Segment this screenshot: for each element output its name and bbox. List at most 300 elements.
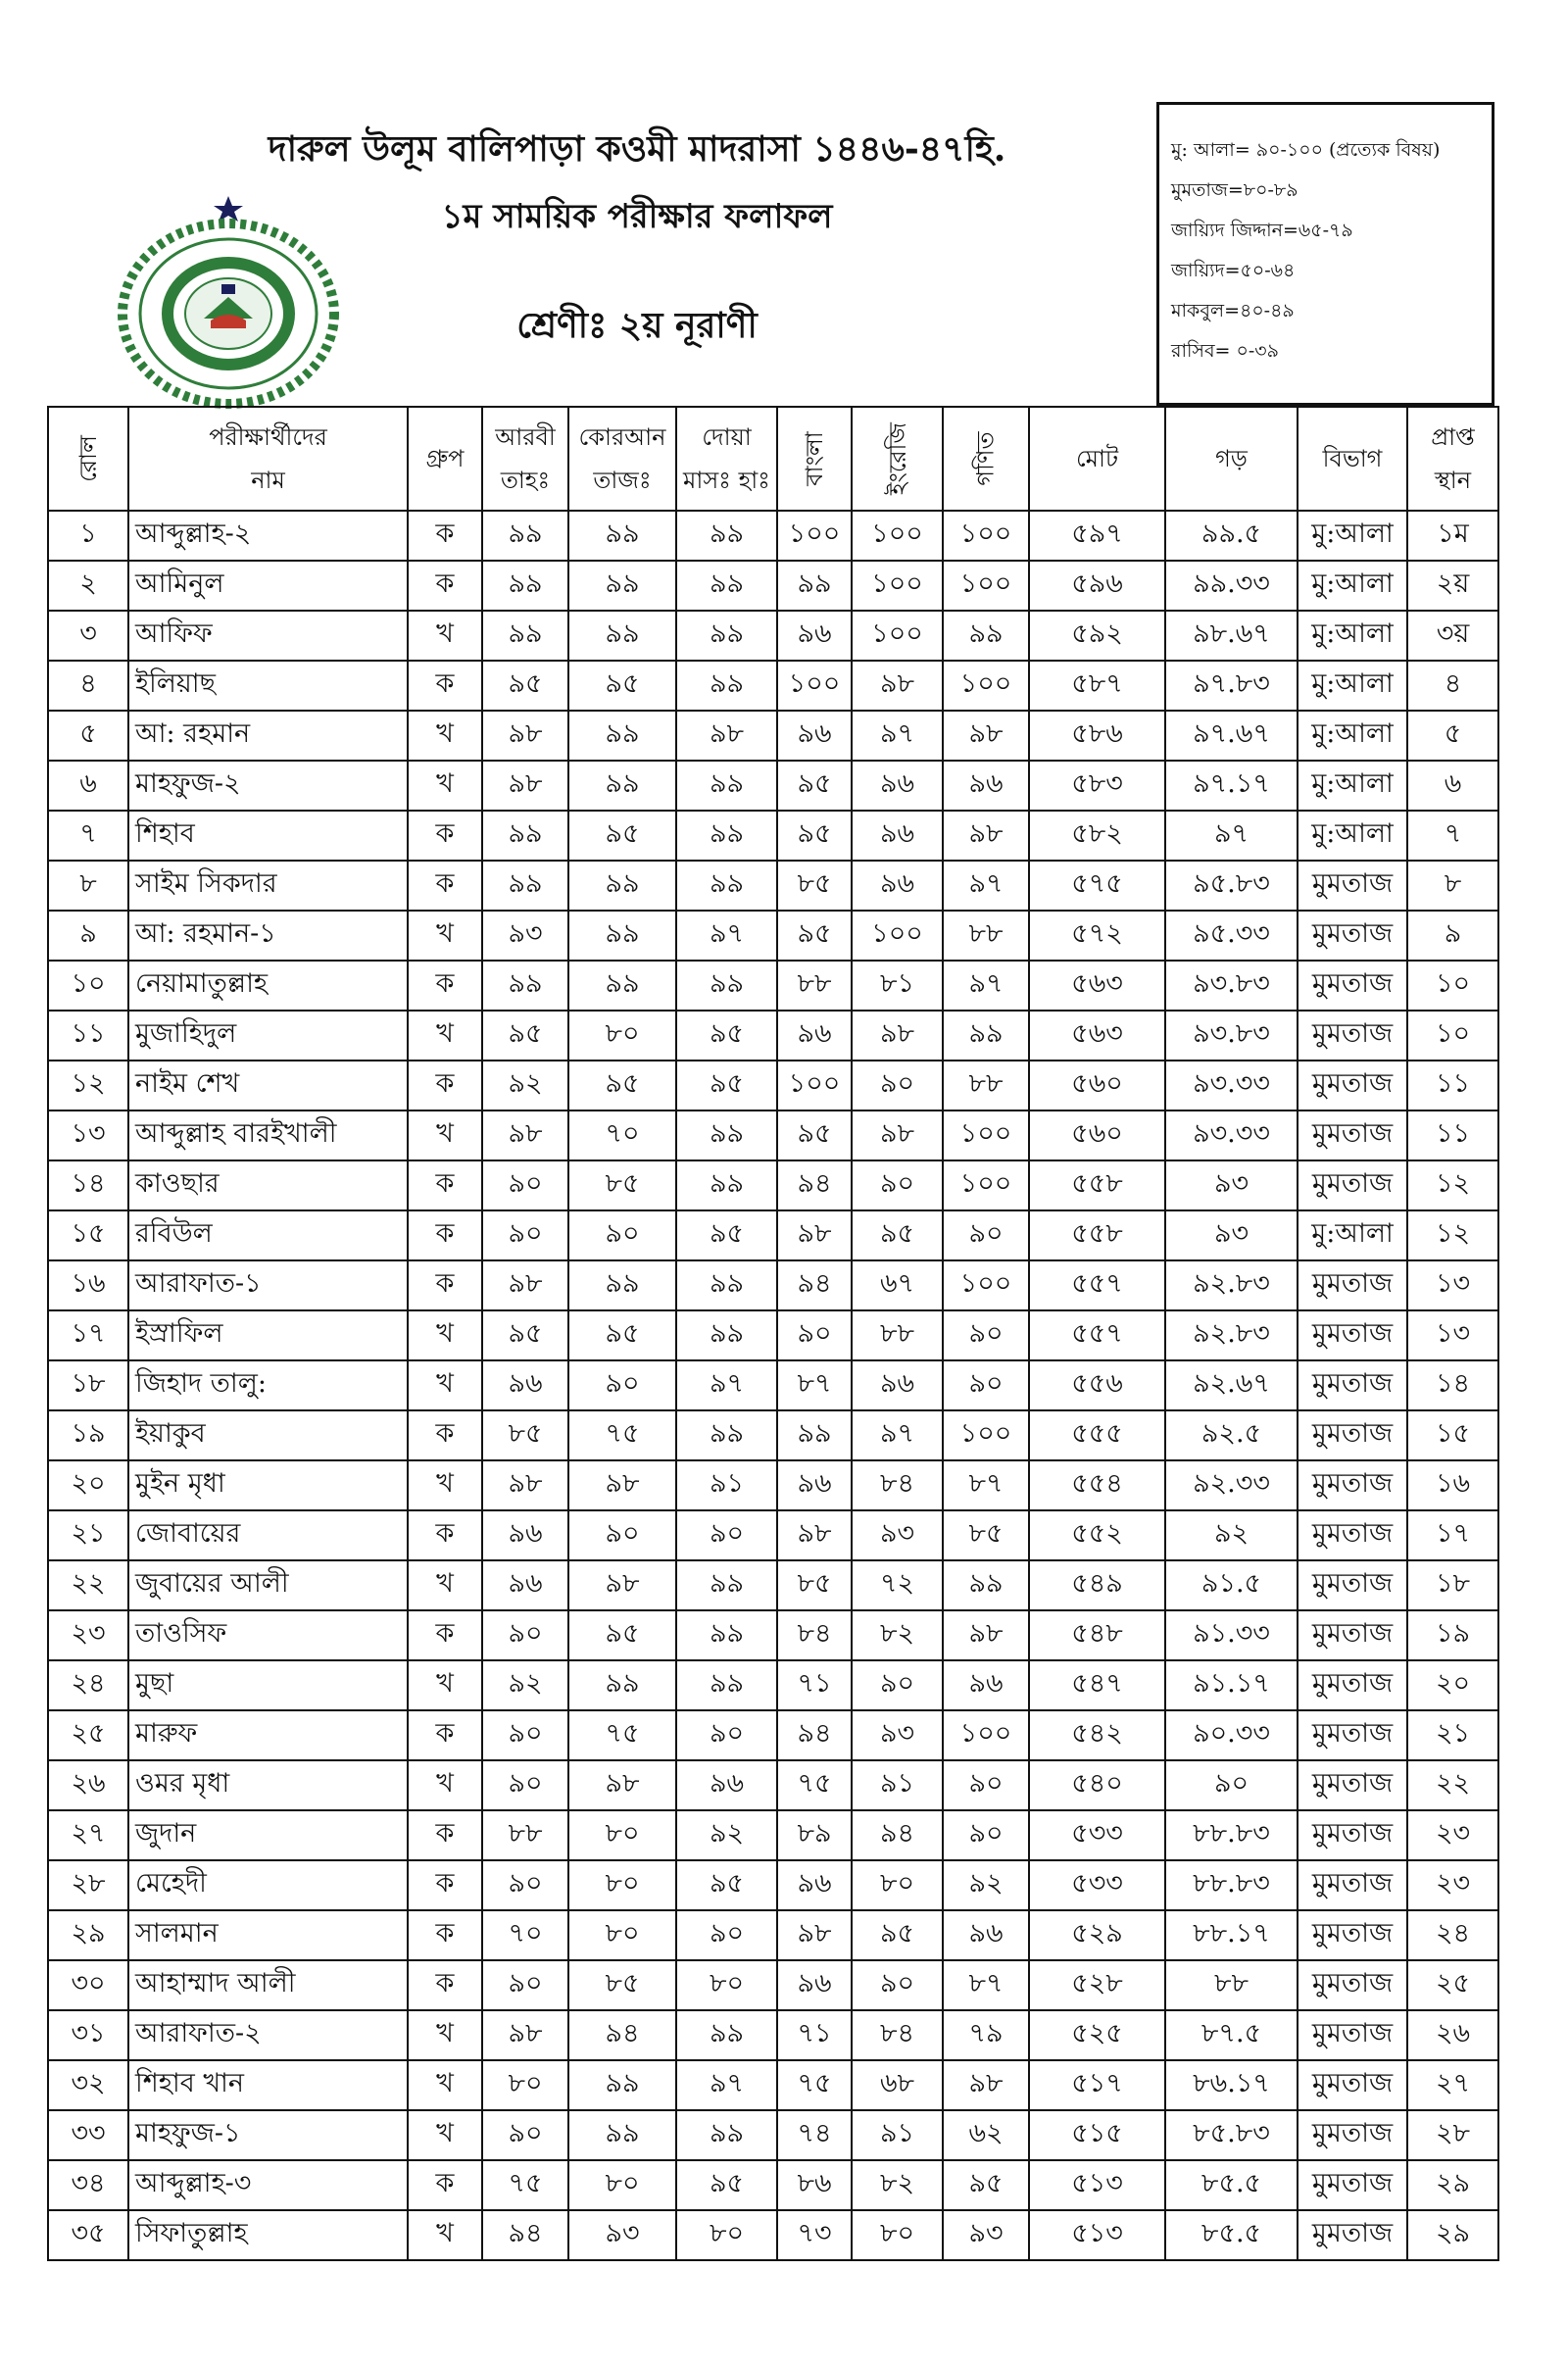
english-score-cell: ৯৬ xyxy=(852,761,943,811)
student-name-cell: নাইম শেখ xyxy=(128,1061,408,1110)
average-cell: ৯৯.৩৩ xyxy=(1165,561,1298,611)
average-cell: ৯৩ xyxy=(1165,1210,1298,1260)
quran-score-cell: ৯৮ xyxy=(568,1460,676,1510)
roll-cell: ২৮ xyxy=(48,1860,128,1910)
col-roll-header: রোল xyxy=(48,407,128,511)
total-cell: ৫২৯ xyxy=(1029,1910,1165,1960)
division-cell: মুমতাজ xyxy=(1298,1810,1407,1860)
col-english-header: ইংরেজি xyxy=(852,407,943,511)
student-name-cell: আরাফাত-১ xyxy=(128,1260,408,1310)
doa-score-cell: ৯৬ xyxy=(676,1760,777,1810)
table-row xyxy=(48,1710,1498,1760)
total-cell: ৫৮২ xyxy=(1029,811,1165,861)
roll-cell: ১৪ xyxy=(48,1160,128,1210)
roll-cell: ৯ xyxy=(48,911,128,961)
col-group-header: গ্রুপ xyxy=(408,407,482,511)
group-cell: ক xyxy=(408,1710,482,1760)
student-name-cell: আব্দুল্লাহ বারইখালী xyxy=(128,1110,408,1160)
english-score-cell: ৯৫ xyxy=(852,1910,943,1960)
position-cell: ১২ xyxy=(1407,1210,1498,1260)
total-cell: ৫৭৫ xyxy=(1029,861,1165,911)
average-cell: ৯০ xyxy=(1165,1760,1298,1810)
average-cell: ৯৩.৩৩ xyxy=(1165,1061,1298,1110)
table-row xyxy=(48,1110,1498,1160)
average-cell: ৯৮.৬৭ xyxy=(1165,611,1298,661)
english-score-cell: ৯৫ xyxy=(852,1210,943,1260)
total-cell: ৫৩৩ xyxy=(1029,1810,1165,1860)
average-cell: ৯০.৩৩ xyxy=(1165,1710,1298,1760)
total-cell: ৫৬০ xyxy=(1029,1110,1165,1160)
group-cell: ক xyxy=(408,1860,482,1910)
quran-score-cell: ৯৯ xyxy=(568,911,676,961)
group-cell: ক xyxy=(408,1210,482,1260)
student-name-cell: ইলিয়াছ xyxy=(128,661,408,711)
arabi-score-cell: ৮০ xyxy=(482,2060,568,2110)
bangla-score-cell: ৯৪ xyxy=(777,1160,852,1210)
group-cell: ক xyxy=(408,811,482,861)
bangla-score-cell: ৯০ xyxy=(777,1310,852,1360)
madrasa-seal-logo xyxy=(116,191,341,417)
division-cell: মুমতাজ xyxy=(1298,1610,1407,1660)
english-score-cell: ৮২ xyxy=(852,2160,943,2210)
group-cell: খ xyxy=(408,1460,482,1510)
group-cell: ক xyxy=(408,1910,482,1960)
arabi-score-cell: ৯২ xyxy=(482,1061,568,1110)
grade-scale-box xyxy=(1156,102,1494,406)
quran-score-cell: ৯৪ xyxy=(568,2010,676,2060)
table-row xyxy=(48,1011,1498,1061)
student-name-cell: আব্দুল্লাহ-৩ xyxy=(128,2160,408,2210)
english-score-cell: ৮০ xyxy=(852,2210,943,2260)
english-score-cell: ৮৪ xyxy=(852,1460,943,1510)
student-name-cell: জুবায়ের আলী xyxy=(128,1560,408,1610)
arabi-score-cell: ৯৯ xyxy=(482,561,568,611)
total-cell: ৫৫৪ xyxy=(1029,1460,1165,1510)
group-cell: ক xyxy=(408,1061,482,1110)
results-table xyxy=(47,406,1499,2261)
total-cell: ৫৪৯ xyxy=(1029,1560,1165,1610)
student-name-cell: জোবায়ের xyxy=(128,1510,408,1560)
roll-cell: ১৮ xyxy=(48,1360,128,1410)
math-score-cell: ১০০ xyxy=(943,661,1029,711)
division-cell: মুমতাজ xyxy=(1298,1260,1407,1310)
bangla-score-cell: ৯৫ xyxy=(777,1110,852,1160)
average-cell: ৮৬.১৭ xyxy=(1165,2060,1298,2110)
average-cell: ৮৮.৮৩ xyxy=(1165,1860,1298,1910)
division-cell: মুমতাজ xyxy=(1298,1710,1407,1760)
bangla-score-cell: ৯৪ xyxy=(777,1260,852,1310)
student-name-cell: সিফাতুল্লাহ xyxy=(128,2210,408,2260)
roll-cell: ৩ xyxy=(48,611,128,661)
position-cell: ২১ xyxy=(1407,1710,1498,1760)
grade-line: মু: আলা= ৯০-১০০ (প্রত্যেক বিষয়) xyxy=(1171,139,1441,161)
english-score-cell: ১০০ xyxy=(852,911,943,961)
math-score-cell: ৯৫ xyxy=(943,2160,1029,2210)
exam-title: ১ম সাময়িক পরীক্ষার ফলাফল xyxy=(441,197,833,236)
doa-score-cell: ৮০ xyxy=(676,1960,777,2010)
bangla-score-cell: ৭৫ xyxy=(777,2060,852,2110)
total-cell: ৫৮৩ xyxy=(1029,761,1165,811)
roll-cell: ২৫ xyxy=(48,1710,128,1760)
english-score-cell: ৯৬ xyxy=(852,811,943,861)
bangla-score-cell: ৭৩ xyxy=(777,2210,852,2260)
roll-cell: ২৭ xyxy=(48,1810,128,1860)
group-cell: ক xyxy=(408,1960,482,2010)
total-cell: ৫৮৬ xyxy=(1029,711,1165,761)
student-name-cell: শিহাব খান xyxy=(128,2060,408,2110)
position-cell: ৬ xyxy=(1407,761,1498,811)
roll-cell: ৬ xyxy=(48,761,128,811)
total-cell: ৫৫৬ xyxy=(1029,1360,1165,1410)
division-cell: মুমতাজ xyxy=(1298,2110,1407,2160)
quran-score-cell: ৮৫ xyxy=(568,1160,676,1210)
institution-title: দারুল উলূম বালিপাড়া কওমী মাদরাসা ১৪৪৬-৪৭হি. xyxy=(268,128,1006,170)
position-cell: ১৮ xyxy=(1407,1560,1498,1610)
division-cell: মু:আলা xyxy=(1298,661,1407,711)
english-score-cell: ৯০ xyxy=(852,1660,943,1710)
division-cell: মুমতাজ xyxy=(1298,2010,1407,2060)
roll-cell: ২৯ xyxy=(48,1910,128,1960)
table-row xyxy=(48,1360,1498,1410)
division-cell: মুমতাজ xyxy=(1298,861,1407,911)
doa-score-cell: ৯৯ xyxy=(676,1610,777,1660)
average-cell: ৯২ xyxy=(1165,1510,1298,1560)
math-score-cell: ৮৮ xyxy=(943,1061,1029,1110)
arabi-score-cell: ৯৬ xyxy=(482,1510,568,1560)
arabi-score-cell: ৭০ xyxy=(482,1910,568,1960)
division-cell: মুমতাজ xyxy=(1298,1360,1407,1410)
english-score-cell: ৮১ xyxy=(852,961,943,1011)
roll-cell: ২ xyxy=(48,561,128,611)
total-cell: ৫৭২ xyxy=(1029,911,1165,961)
roll-cell: ১২ xyxy=(48,1061,128,1110)
student-name-cell: মাহফুজ-২ xyxy=(128,761,408,811)
roll-cell: ২১ xyxy=(48,1510,128,1560)
total-cell: ৫৫৮ xyxy=(1029,1210,1165,1260)
table-row xyxy=(48,911,1498,961)
roll-cell: ১৬ xyxy=(48,1260,128,1310)
table-row xyxy=(48,711,1498,761)
student-name-cell: আরাফাত-২ xyxy=(128,2010,408,2060)
bangla-score-cell: ৯৬ xyxy=(777,1460,852,1510)
quran-score-cell: ৯৫ xyxy=(568,661,676,711)
doa-score-cell: ৯২ xyxy=(676,1810,777,1860)
position-cell: ২০ xyxy=(1407,1660,1498,1710)
position-cell: ২৫ xyxy=(1407,1960,1498,2010)
bangla-score-cell: ৯৬ xyxy=(777,1860,852,1910)
col-math-header: গণিত xyxy=(943,407,1029,511)
student-name-cell: ইয়াকুব xyxy=(128,1410,408,1460)
math-score-cell: ১০০ xyxy=(943,561,1029,611)
english-score-cell: ১০০ xyxy=(852,611,943,661)
english-score-cell: ৯৩ xyxy=(852,1710,943,1760)
doa-score-cell: ৯৯ xyxy=(676,1160,777,1210)
grade-line: মুমতাজ=৮০-৮৯ xyxy=(1171,179,1298,201)
quran-score-cell: ৯৯ xyxy=(568,761,676,811)
division-cell: মুমতাজ xyxy=(1298,911,1407,961)
arabi-score-cell: ৯০ xyxy=(482,1960,568,2010)
math-score-cell: ৯৮ xyxy=(943,711,1029,761)
average-cell: ৯৭ xyxy=(1165,811,1298,861)
english-score-cell: ৬৭ xyxy=(852,1260,943,1310)
doa-score-cell: ৯৫ xyxy=(676,1011,777,1061)
english-score-cell: ৮২ xyxy=(852,1610,943,1660)
table-row xyxy=(48,1760,1498,1810)
math-score-cell: ৯৮ xyxy=(943,811,1029,861)
student-name-cell: জিহাদ তালু: xyxy=(128,1360,408,1410)
division-cell: মু:আলা xyxy=(1298,761,1407,811)
total-cell: ৫৫২ xyxy=(1029,1510,1165,1560)
position-cell: ৮ xyxy=(1407,861,1498,911)
math-score-cell: ৮৫ xyxy=(943,1510,1029,1560)
bangla-score-cell: ৯৫ xyxy=(777,911,852,961)
average-cell: ৯২.৮৩ xyxy=(1165,1310,1298,1360)
group-cell: খ xyxy=(408,2210,482,2260)
total-cell: ৫৫৮ xyxy=(1029,1160,1165,1210)
bangla-score-cell: ৯৮ xyxy=(777,1910,852,1960)
bangla-score-cell: ৮৫ xyxy=(777,1560,852,1610)
group-cell: খ xyxy=(408,1011,482,1061)
average-cell: ৯২.৩৩ xyxy=(1165,1460,1298,1510)
doa-score-cell: ৯৯ xyxy=(676,1660,777,1710)
student-name-cell: ইস্রাফিল xyxy=(128,1310,408,1360)
student-name-cell: ওমর মৃধা xyxy=(128,1760,408,1810)
col-position-header: প্রাপ্ত স্থান xyxy=(1407,407,1498,511)
division-cell: মুমতাজ xyxy=(1298,1960,1407,2010)
position-cell: ২য় xyxy=(1407,561,1498,611)
quran-score-cell: ৯৯ xyxy=(568,511,676,561)
roll-cell: ২৬ xyxy=(48,1760,128,1810)
math-score-cell: ৯৯ xyxy=(943,1011,1029,1061)
group-cell: ক xyxy=(408,861,482,911)
table-row xyxy=(48,1410,1498,1460)
english-score-cell: ৯১ xyxy=(852,1760,943,1810)
total-cell: ৫৩৩ xyxy=(1029,1860,1165,1910)
bangla-score-cell: ৭১ xyxy=(777,2010,852,2060)
group-cell: ক xyxy=(408,1810,482,1860)
group-cell: ক xyxy=(408,1610,482,1660)
doa-score-cell: ৯৯ xyxy=(676,861,777,911)
division-cell: মুমতাজ xyxy=(1298,1110,1407,1160)
english-score-cell: ৯৮ xyxy=(852,1011,943,1061)
student-name-cell: মুছা xyxy=(128,1660,408,1710)
col-arabi-header: আরবী তাহঃ xyxy=(482,407,568,511)
quran-score-cell: ৮০ xyxy=(568,2160,676,2210)
student-name-cell: সাইম সিকদার xyxy=(128,861,408,911)
group-cell: খ xyxy=(408,911,482,961)
group-cell: খ xyxy=(408,1760,482,1810)
table-row xyxy=(48,1260,1498,1310)
math-score-cell: ৯০ xyxy=(943,1760,1029,1810)
quran-score-cell: ৯৫ xyxy=(568,1310,676,1360)
arabi-score-cell: ৯৬ xyxy=(482,1360,568,1410)
math-score-cell: ৯০ xyxy=(943,1210,1029,1260)
arabi-score-cell: ৯৬ xyxy=(482,1560,568,1610)
roll-cell: ৩৫ xyxy=(48,2210,128,2260)
roll-cell: ৫ xyxy=(48,711,128,761)
average-cell: ৯২.৬৭ xyxy=(1165,1360,1298,1410)
arabi-score-cell: ৯৮ xyxy=(482,1260,568,1310)
math-score-cell: ৬২ xyxy=(943,2110,1029,2160)
quran-score-cell: ৯৮ xyxy=(568,1760,676,1810)
quran-score-cell: ৮০ xyxy=(568,1860,676,1910)
position-cell: ২৩ xyxy=(1407,1860,1498,1910)
position-cell: ১১ xyxy=(1407,1110,1498,1160)
quran-score-cell: ৭০ xyxy=(568,1110,676,1160)
quran-score-cell: ৯৯ xyxy=(568,611,676,661)
grade-line: রাসিব= ০-৩৯ xyxy=(1171,340,1279,362)
arabi-score-cell: ৯৯ xyxy=(482,811,568,861)
bangla-score-cell: ১০০ xyxy=(777,511,852,561)
position-cell: ১৬ xyxy=(1407,1460,1498,1510)
table-row xyxy=(48,661,1498,711)
arabi-score-cell: ৯৫ xyxy=(482,661,568,711)
english-score-cell: ৯৩ xyxy=(852,1510,943,1560)
position-cell: ২৯ xyxy=(1407,2160,1498,2210)
table-row xyxy=(48,2060,1498,2110)
doa-score-cell: ৯৯ xyxy=(676,1410,777,1460)
total-cell: ৫৪০ xyxy=(1029,1760,1165,1810)
roll-cell: ৩১ xyxy=(48,2010,128,2060)
col-average-header: গড় xyxy=(1165,407,1298,511)
col-name-header: পরীক্ষার্থীদের নাম xyxy=(128,407,408,511)
grade-line: জায়্যিদ জিদ্দান=৬৫-৭৯ xyxy=(1171,220,1353,241)
bangla-score-cell: ৯৮ xyxy=(777,1210,852,1260)
doa-score-cell: ৯৭ xyxy=(676,1360,777,1410)
average-cell: ৯২.৮৩ xyxy=(1165,1260,1298,1310)
position-cell: ২৭ xyxy=(1407,2060,1498,2110)
bangla-score-cell: ৮৯ xyxy=(777,1810,852,1860)
math-score-cell: ৯৯ xyxy=(943,611,1029,661)
division-cell: মুমতাজ xyxy=(1298,1660,1407,1710)
quran-score-cell: ৯৩ xyxy=(568,2210,676,2260)
arabi-score-cell: ৯৯ xyxy=(482,861,568,911)
col-doa-header: দোয়া মাসঃ হাঃ xyxy=(676,407,777,511)
student-name-cell: কাওছার xyxy=(128,1160,408,1210)
total-cell: ৫২৮ xyxy=(1029,1960,1165,2010)
doa-score-cell: ৯৭ xyxy=(676,2060,777,2110)
division-cell: মু:আলা xyxy=(1298,611,1407,661)
student-name-cell: আ: রহমান-১ xyxy=(128,911,408,961)
bangla-score-cell: ৯৫ xyxy=(777,811,852,861)
student-name-cell: শিহাব xyxy=(128,811,408,861)
math-score-cell: ১০০ xyxy=(943,511,1029,561)
math-score-cell: ১০০ xyxy=(943,1710,1029,1760)
division-cell: মু:আলা xyxy=(1298,1210,1407,1260)
bangla-score-cell: ৮৬ xyxy=(777,2160,852,2210)
roll-cell: ৩৩ xyxy=(48,2110,128,2160)
math-score-cell: ১০০ xyxy=(943,1110,1029,1160)
position-cell: ১৯ xyxy=(1407,1610,1498,1660)
arabi-score-cell: ৯৮ xyxy=(482,711,568,761)
average-cell: ৯৭.৬৭ xyxy=(1165,711,1298,761)
doa-score-cell: ৯৯ xyxy=(676,661,777,711)
division-cell: মু:আলা xyxy=(1298,561,1407,611)
average-cell: ৯৯.৫ xyxy=(1165,511,1298,561)
group-cell: ক xyxy=(408,2160,482,2210)
position-cell: ৩য় xyxy=(1407,611,1498,661)
average-cell: ৮৫.৮৩ xyxy=(1165,2110,1298,2160)
total-cell: ৫৬৩ xyxy=(1029,1011,1165,1061)
math-score-cell: ৭৯ xyxy=(943,2010,1029,2060)
english-score-cell: ৯৬ xyxy=(852,861,943,911)
quran-score-cell: ৯৯ xyxy=(568,1260,676,1310)
group-cell: খ xyxy=(408,1310,482,1360)
average-cell: ৮৫.৫ xyxy=(1165,2160,1298,2210)
math-score-cell: ৯৬ xyxy=(943,761,1029,811)
quran-score-cell: ৯৯ xyxy=(568,561,676,611)
english-score-cell: ১০০ xyxy=(852,561,943,611)
quran-score-cell: ৯৯ xyxy=(568,711,676,761)
average-cell: ৯৫.৩৩ xyxy=(1165,911,1298,961)
position-cell: ২৬ xyxy=(1407,2010,1498,2060)
division-cell: মুমতাজ xyxy=(1298,2060,1407,2110)
table-row xyxy=(48,2210,1498,2260)
student-name-cell: আ: রহমান xyxy=(128,711,408,761)
position-cell: ১০ xyxy=(1407,1011,1498,1061)
bangla-score-cell: ৮৮ xyxy=(777,961,852,1011)
division-cell: মু:আলা xyxy=(1298,811,1407,861)
average-cell: ৮৮ xyxy=(1165,1960,1298,2010)
arabi-score-cell: ৯০ xyxy=(482,1710,568,1760)
table-row xyxy=(48,611,1498,661)
math-score-cell: ১০০ xyxy=(943,1410,1029,1460)
math-score-cell: ৯০ xyxy=(943,1810,1029,1860)
division-cell: মুমতাজ xyxy=(1298,1310,1407,1360)
student-name-cell: তাওসিফ xyxy=(128,1610,408,1660)
math-score-cell: ৯৮ xyxy=(943,1610,1029,1660)
table-row xyxy=(48,1460,1498,1510)
table-row xyxy=(48,861,1498,911)
group-cell: ক xyxy=(408,561,482,611)
position-cell: ১৫ xyxy=(1407,1410,1498,1460)
math-score-cell: ৮৮ xyxy=(943,911,1029,961)
quran-score-cell: ৯০ xyxy=(568,1210,676,1260)
total-cell: ৫৪২ xyxy=(1029,1710,1165,1760)
group-cell: খ xyxy=(408,1560,482,1610)
student-name-cell: সালমান xyxy=(128,1910,408,1960)
total-cell: ৫৬০ xyxy=(1029,1061,1165,1110)
division-cell: মুমতাজ xyxy=(1298,1410,1407,1460)
arabi-score-cell: ৯২ xyxy=(482,1660,568,1710)
roll-cell: ১০ xyxy=(48,961,128,1011)
student-name-cell: আব্দুল্লাহ-২ xyxy=(128,511,408,561)
total-cell: ৫১৭ xyxy=(1029,2060,1165,2110)
quran-score-cell: ৮০ xyxy=(568,1910,676,1960)
division-cell: মুমতাজ xyxy=(1298,1160,1407,1210)
math-score-cell: ৯০ xyxy=(943,1310,1029,1360)
doa-score-cell: ৯০ xyxy=(676,1510,777,1560)
quran-score-cell: ৮০ xyxy=(568,1011,676,1061)
doa-score-cell: ৯৫ xyxy=(676,1860,777,1910)
english-score-cell: ৯৭ xyxy=(852,1410,943,1460)
total-cell: ৫৫৭ xyxy=(1029,1260,1165,1310)
average-cell: ৯১.১৭ xyxy=(1165,1660,1298,1710)
roll-cell: ৩২ xyxy=(48,2060,128,2110)
average-cell: ৮৮.১৭ xyxy=(1165,1910,1298,1960)
average-cell: ৮৫.৫ xyxy=(1165,2210,1298,2260)
arabi-score-cell: ৯৪ xyxy=(482,2210,568,2260)
group-cell: ক xyxy=(408,661,482,711)
total-cell: ৫৯২ xyxy=(1029,611,1165,661)
student-name-cell: আহাম্মাদ আলী xyxy=(128,1960,408,2010)
roll-cell: ২০ xyxy=(48,1460,128,1510)
doa-score-cell: ৯৯ xyxy=(676,1560,777,1610)
doa-score-cell: ৯৯ xyxy=(676,511,777,561)
position-cell: ৭ xyxy=(1407,811,1498,861)
arabi-score-cell: ৯০ xyxy=(482,1160,568,1210)
doa-score-cell: ৯৯ xyxy=(676,1310,777,1360)
